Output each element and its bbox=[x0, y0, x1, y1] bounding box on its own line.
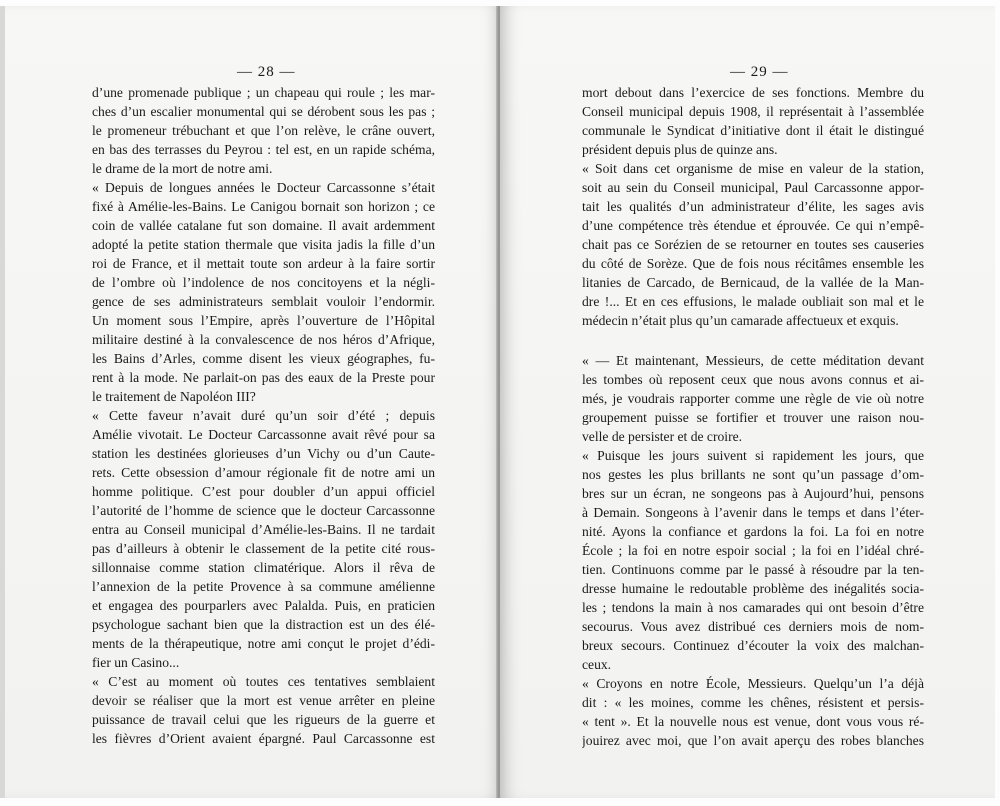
text-line: le drame de la mort de notre ami. bbox=[92, 161, 273, 176]
left-page-text bbox=[92, 83, 435, 748]
text-line: d’une promenade publique ; un chapeau qui roule ; les mar- bbox=[92, 85, 435, 100]
text-line: fier un Casino... bbox=[92, 655, 180, 670]
text-line: station les destinées glorieuses d’un Vichy ou d’un Caute- bbox=[92, 446, 435, 461]
text-line: pas d’ailleurs à obtenir le classement de la petite cité rous- bbox=[92, 541, 435, 556]
text-line: tait les qualités d’un administrateur d’élite, les sages avis bbox=[582, 199, 924, 214]
text-line: ches d’un escalier monumental qui se dérobent sous les pas ; bbox=[92, 104, 435, 119]
text-line: psychologue sachant bien que la distraction est un des élé- bbox=[92, 617, 435, 632]
right-page-text bbox=[582, 83, 924, 750]
text-line: fixé à Amélie-les-Bains. Le Canigou bornait son horizon ; ce bbox=[92, 199, 435, 214]
text-line: médecin n’était plus qu’un camarade affectueux et exquis. bbox=[582, 313, 899, 328]
text-line: en bas des terrasses du Peyrou : tel est, en un rapide schéma, bbox=[92, 142, 435, 157]
text-line: més, je voudrais rapporter comme une règle de vie où notre bbox=[582, 391, 924, 406]
section-gap bbox=[582, 330, 924, 351]
text-line: président depuis plus de quinze ans. bbox=[582, 142, 778, 157]
text-line: « Soit dans cet organisme de mise en valeur de la station, bbox=[582, 161, 924, 176]
text-line: Amélie vivotait. Le Docteur Carcassonne avait rêvé pour sa bbox=[92, 427, 435, 442]
text-line: rent à la mode. Ne parlait-on pas des eaux de la Preste pour bbox=[92, 370, 435, 385]
page-number-left: — 28 — bbox=[237, 64, 296, 80]
text-line: le traitement de Napoléon III? bbox=[92, 389, 256, 404]
left-page bbox=[0, 6, 503, 798]
text-line: adopté la petite station thermale que visita jadis la fille d’un bbox=[92, 237, 435, 252]
right-page bbox=[500, 6, 995, 798]
text-line: l’autorité de l’homme de science que le docteur Carcassonne bbox=[92, 503, 435, 518]
text-line: les ; tendons la main à nos camarades qui ont besoin d’être bbox=[582, 600, 924, 615]
text-line: nité. Ayons la confiance et gardons la foi. La foi en notre bbox=[582, 524, 924, 539]
text-line: d’une compétence très étendue et éprouvée. Ce qui n’empê- bbox=[582, 218, 924, 233]
text-line: de l’ombre où l’indolence de nos concitoyens et la négli- bbox=[92, 275, 435, 290]
text-line: mort debout dans l’exercice de ses fonctions. Membre du bbox=[582, 85, 924, 100]
text-line: dre !... Et en ces effusions, le malade oubliait son mal et le bbox=[582, 294, 924, 309]
page-number-right: — 29 — bbox=[730, 64, 789, 80]
text-line: breux secours. Continuez d’écouter la voix des malchan- bbox=[582, 638, 924, 653]
text-line: gence de ses administrateurs semblait vouloir l’endormir. bbox=[92, 294, 435, 309]
text-line: « C’est au moment où toutes ces tentatives semblaient bbox=[92, 674, 435, 689]
text-line: secourus. Vous avez distribué ces derniers mois de nom- bbox=[582, 619, 924, 634]
text-line: litanies de Carcado, de Bernicaud, de la vallée de la Man- bbox=[582, 275, 924, 290]
text-line: « Cette faveur n’avait duré qu’un soir d’été ; depuis bbox=[92, 408, 435, 423]
text-line: Un moment sous l’Empire, après l’ouverture de l’Hôpital bbox=[92, 313, 435, 328]
text-line: ments de la thérapeutique, notre ami conçut le projet d’édi- bbox=[92, 636, 435, 651]
text-line: dit : « les moines, comme les chênes, résistent et persis- bbox=[582, 695, 924, 710]
text-line: du côté de Sorèze. Que de fois nous récitâmes ensemble les bbox=[582, 256, 924, 271]
text-line: groupement puisse se fortifier et trouver une raison nou- bbox=[582, 410, 924, 425]
text-line: entra au Conseil municipal d’Amélie-les-Bains. Il ne tardait bbox=[92, 522, 435, 537]
text-line: et engagea des pourparlers avec Palalda. Puis, en praticien bbox=[92, 598, 435, 613]
text-line: « — Et maintenant, Messieurs, de cette méditation devant bbox=[582, 353, 924, 368]
text-line: jouirez avec moi, que l’on avait aperçu des robes blanches bbox=[582, 733, 924, 748]
text-line: nos gestes les plus brillants ne sont qu’un passage d’om- bbox=[582, 467, 924, 482]
text-line: sillonnaise comme station climatérique. Alors il rêva de bbox=[92, 560, 435, 575]
text-line: puissance de travail celui que les rigueurs de la guerre et bbox=[92, 712, 435, 727]
text-line: Conseil municipal depuis 1908, il représentait à l’assemblée bbox=[582, 104, 924, 119]
text-line: « tent ». Et la nouvelle nous est venue, dont vous vous ré- bbox=[582, 714, 924, 729]
text-line: « Depuis de longues années le Docteur Carcassonne s’était bbox=[92, 180, 435, 195]
text-line: les fièvres d’Orient avaient épargné. Paul Carcassonne est bbox=[92, 731, 435, 746]
text-line: devoir se réaliser que la mort est venue arrêter en pleine bbox=[92, 693, 435, 708]
text-line: roi de France, et il mettait toute son ardeur à la faire sortir bbox=[92, 256, 435, 271]
text-line: militaire destiné à la convalescence de nos héros d’Afrique, bbox=[92, 332, 435, 347]
text-line: coin de vallée catalane fut son domaine. Il avait ardemment bbox=[92, 218, 435, 233]
text-line: velle de persister et de croire. bbox=[582, 429, 743, 444]
text-line: communale le Syndicat d’initiative dont il était le distingué bbox=[582, 123, 924, 138]
text-line: soit au sein du Conseil municipal, Paul Carcassonne appor- bbox=[582, 180, 924, 195]
text-line: les Bains d’Arles, comme disent les vieux géographes, fu- bbox=[92, 351, 435, 366]
text-line: à Demain. Songeons à l’avenir dans le temps et dans l’éter- bbox=[582, 505, 924, 520]
text-line: « Croyons en notre École, Messieurs. Quelqu’un l’a déjà bbox=[582, 676, 924, 691]
text-line: chait pas ce Sorézien de se retourner en toutes ses causeries bbox=[582, 237, 924, 252]
text-line: homme politique. C’est pour doubler d’un appui officiel bbox=[92, 484, 435, 499]
text-line: École ; la foi en notre espoir social ; la foi en l’idéal chré- bbox=[582, 543, 924, 558]
text-line: le promeneur trébuchant et que l’on relève, le crâne ouvert, bbox=[92, 123, 435, 138]
text-line: dresse humaine le redoutable problème des inégalités socia- bbox=[582, 581, 924, 596]
text-line: bres sur un écran, ne songeons pas à Aujourd’hui, pensons bbox=[582, 486, 924, 501]
text-line: l’annexion de la petite Provence à sa commune amélienne bbox=[92, 579, 435, 594]
text-line: rets. Cette obsession d’amour régionale fit de notre ami un bbox=[92, 465, 435, 480]
text-line: « Puisque les jours suivent si rapidement les jours, que bbox=[582, 448, 924, 463]
text-line: ceux. bbox=[582, 657, 612, 672]
text-line: les tombes où reposent ceux que nous avons connus et ai- bbox=[582, 372, 924, 387]
text-line: tien. Continuons comme par le passé à résoudre par la ten- bbox=[582, 562, 924, 577]
